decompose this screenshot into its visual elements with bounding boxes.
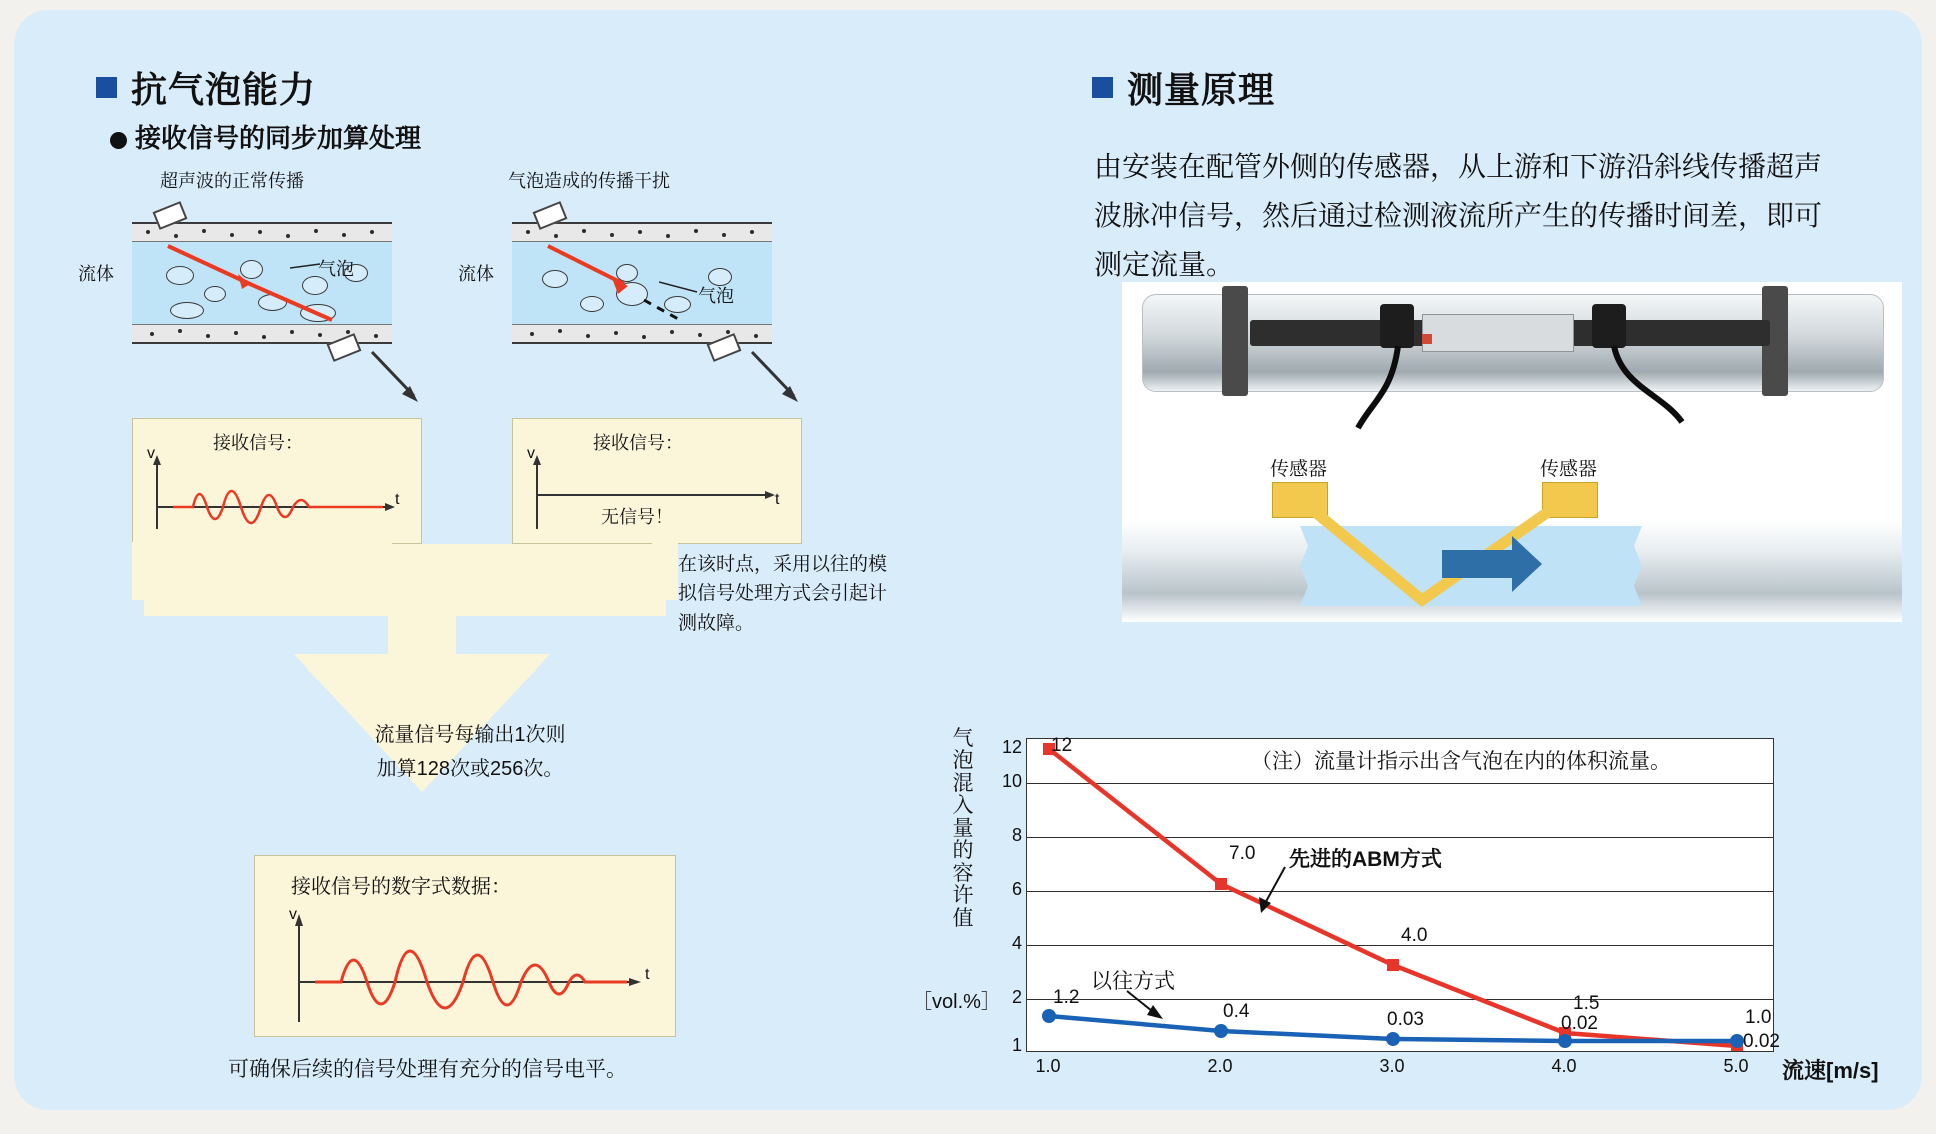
bubble-tolerance-chart bbox=[1026, 735, 1780, 1052]
point-label-red-3: 1.5 bbox=[1573, 993, 1600, 1014]
diagram-b-title: 气泡造成的传播干扰 bbox=[508, 171, 670, 191]
sensor-label-left: 传感器 bbox=[1270, 459, 1328, 480]
sensor-label-right: 传感器 bbox=[1540, 459, 1598, 480]
right-section-heading: 测量原理 bbox=[1092, 62, 1275, 113]
axis-t-label-result: t bbox=[645, 966, 650, 983]
pipe-diagram-a bbox=[132, 222, 392, 344]
chart-ylabel-unit: ［vol.%］ bbox=[912, 991, 1001, 1013]
sensor-photo bbox=[1122, 282, 1902, 622]
chart-plot bbox=[1027, 739, 1773, 1051]
point-label-blue-0: 1.2 bbox=[1053, 987, 1080, 1008]
axis-t-label-a: t bbox=[395, 491, 400, 508]
xtick-5: 5.0 bbox=[1723, 1056, 1749, 1076]
axis-v-label-result: v bbox=[289, 906, 297, 923]
chart-xlabel: 流速[m/s] bbox=[1782, 1058, 1879, 1083]
point-label-blue-2: 0.03 bbox=[1387, 1009, 1424, 1030]
result-box-title: 接收信号的数字式数据： bbox=[291, 876, 511, 898]
ytick-2: 2 bbox=[1011, 987, 1022, 1007]
chart-ylabel: 气泡混入量的容许值 bbox=[952, 727, 974, 930]
point-label-blue-1: 0.4 bbox=[1223, 1001, 1250, 1022]
chart-note: （注）流量计指示出含气泡在内的体积流量。 bbox=[1251, 750, 1671, 773]
ytick-1: 1 bbox=[1011, 1035, 1022, 1055]
fluid-label-b: 流体 bbox=[458, 264, 494, 284]
funnel-text: 流量信号每输出1次则 加算128次或256次。 bbox=[374, 724, 566, 780]
signal-box-b bbox=[512, 418, 802, 544]
diagram-a-title: 超声波的正常传播 bbox=[160, 171, 304, 191]
axis-v-label-b: v bbox=[527, 445, 535, 462]
ytick-8: 8 bbox=[1011, 825, 1022, 845]
right-paragraph: 由安装在配管外侧的传感器，从上游和下游沿斜线传播超声波脉冲信号，然后通过检测液流所产生的传播时间差，即可测定流量。 bbox=[1094, 151, 1823, 280]
xtick-2: 2.0 bbox=[1207, 1056, 1233, 1076]
signal-box-a-title: 接收信号： bbox=[213, 433, 303, 453]
arrow-a-to-signalbox bbox=[364, 348, 434, 416]
bubble-label-b: 气泡 bbox=[698, 286, 734, 306]
xtick-4: 4.0 bbox=[1551, 1056, 1577, 1076]
series-annotation-conventional: 以往方式 bbox=[1091, 970, 1175, 993]
point-label-red-1: 7.0 bbox=[1229, 843, 1256, 864]
square-bullet-icon bbox=[1092, 77, 1113, 98]
funnel-shape bbox=[132, 542, 804, 852]
point-label-red-0: 12 bbox=[1051, 735, 1073, 756]
point-label-blue-4: 0.02 bbox=[1743, 1031, 1780, 1052]
point-label-red-4: 1.0 bbox=[1745, 1007, 1772, 1028]
no-signal-label: 无信号！ bbox=[601, 507, 673, 527]
axis-t-label-b: t bbox=[775, 491, 780, 508]
round-bullet-icon bbox=[110, 132, 127, 149]
analog-failure-note: 在该时点，采用以往的模拟信号处理方式会引起计测故障。 bbox=[678, 554, 888, 634]
point-label-red-2: 4.0 bbox=[1401, 925, 1428, 946]
arrow-b-to-signalbox bbox=[744, 348, 814, 416]
point-label-blue-3: 0.02 bbox=[1561, 1013, 1598, 1034]
xtick-3: 3.0 bbox=[1379, 1056, 1405, 1076]
ytick-10: 10 bbox=[1001, 771, 1022, 791]
bubble-leader-b bbox=[659, 278, 701, 298]
axis-v-label-a: v bbox=[147, 445, 155, 462]
ytick-6: 6 bbox=[1011, 879, 1022, 899]
fluid-label-a: 流体 bbox=[78, 264, 114, 284]
signal-box-a bbox=[132, 418, 422, 544]
square-bullet-icon bbox=[96, 77, 117, 98]
result-signal-box bbox=[254, 855, 676, 1037]
left-section-heading: 抗气泡能力 bbox=[96, 62, 316, 113]
content-panel bbox=[14, 10, 1922, 1110]
series-annotation-abm: 先进的ABM方式 bbox=[1289, 848, 1442, 871]
bubble-leader-a bbox=[290, 258, 324, 272]
ytick-4: 4 bbox=[1011, 933, 1022, 953]
ytick-12: 12 bbox=[1001, 737, 1022, 757]
xtick-1: 1.0 bbox=[1035, 1056, 1061, 1076]
signal-box-b-title: 接收信号： bbox=[593, 433, 683, 453]
left-subheading: 接收信号的同步加算处理 bbox=[110, 118, 421, 155]
left-footer-text: 可确保后续的信号处理有充分的信号电平。 bbox=[228, 1058, 627, 1081]
bubble-label-a: 气泡 bbox=[318, 259, 354, 279]
